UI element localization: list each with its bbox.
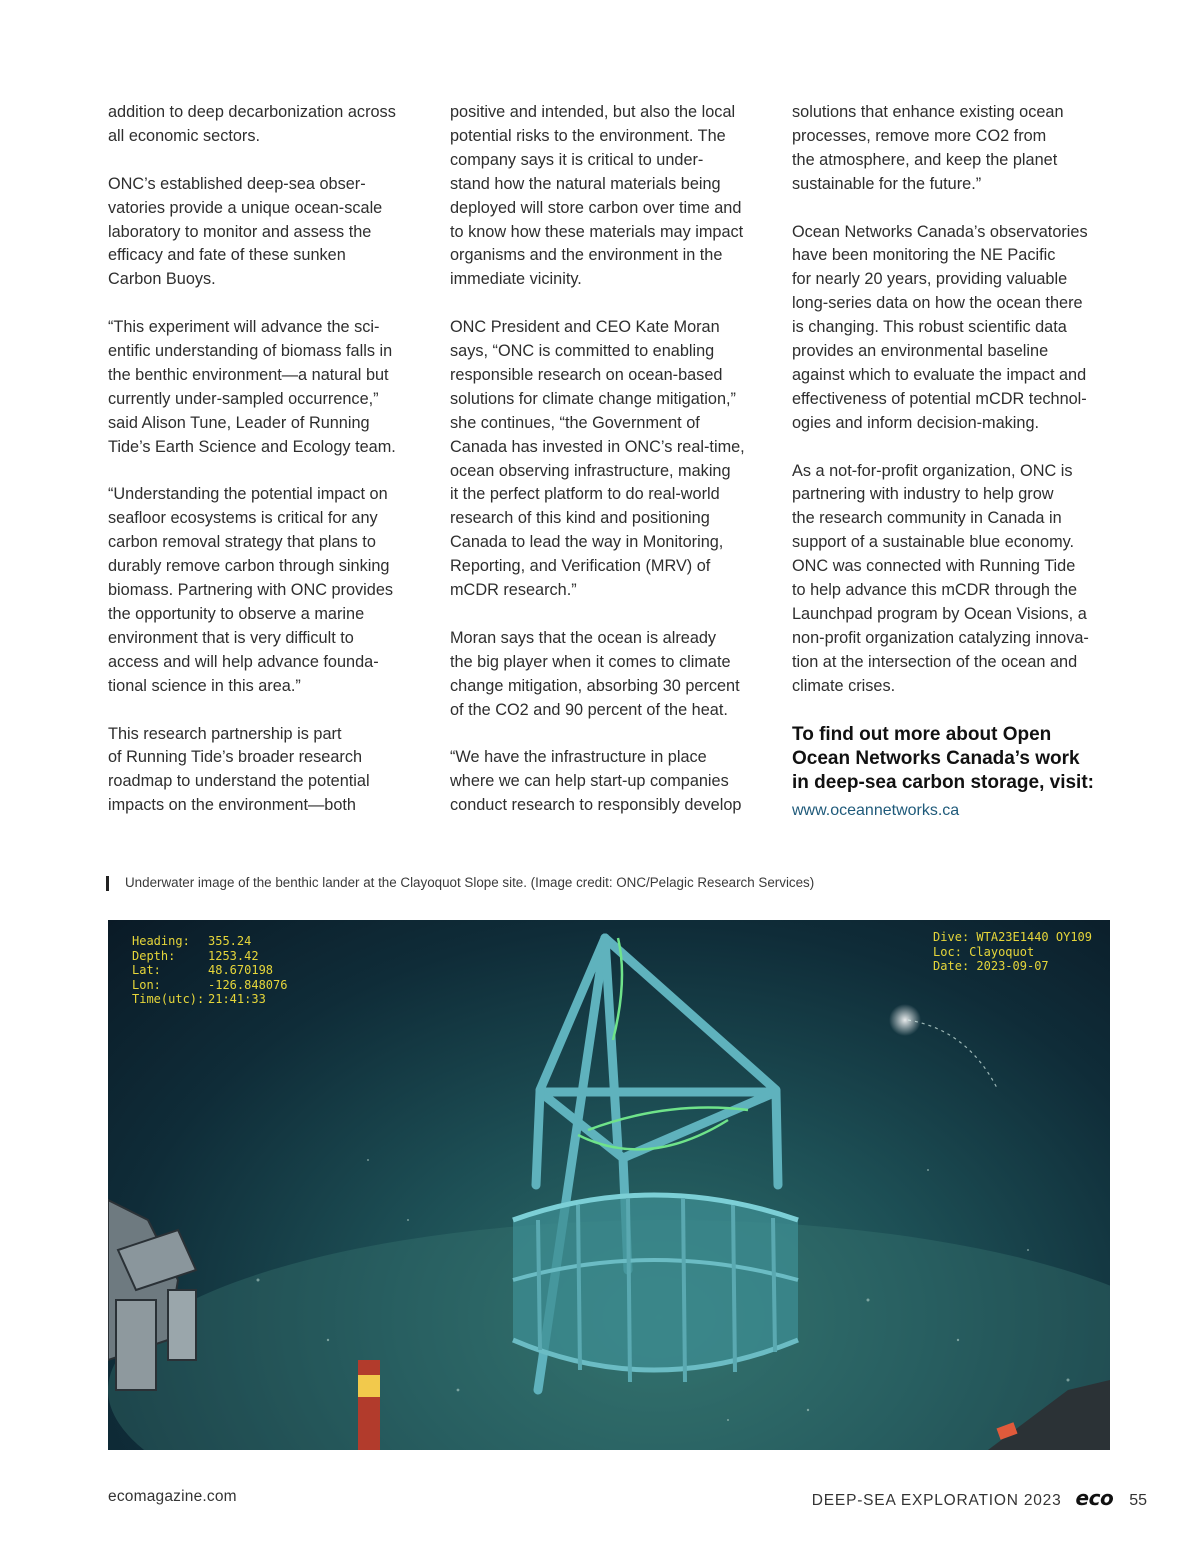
telemetry-row: Time(utc): 21:41:33 — [132, 992, 266, 1006]
photo-caption: Underwater image of the benthic lander at the Clayoquot Slope site. (Image credit: ONC/Pelagic Research Services) — [125, 875, 815, 890]
dive-info-overlay — [933, 930, 1092, 974]
telemetry-row: Lon: -126.848076 — [132, 977, 288, 992]
paragraph: This research partnership is part of Running Tide’s broader research roadmap to understand the potential impacts on the environment—both — [108, 724, 370, 815]
bioluminescent-organism — [889, 1004, 921, 1036]
paragraph: ONC’s established deep-sea obser- vatories provide a unique ocean-scale laboratory to monitor and assess the efficacy and fate of these sunken Carbon Buoys. — [108, 174, 383, 289]
telemetry-row: Depth: 1253.42 — [132, 948, 259, 963]
website-link[interactable]: www.oceannetworks.ca — [792, 801, 960, 819]
footer-section — [812, 1486, 1147, 1510]
lander-cage — [513, 1195, 798, 1382]
caption-marker — [106, 876, 109, 891]
paragraph: Moran says that the ocean is already the big player when it comes to climate change mitigation, absorbing 30 percent of the CO2 and 90 percent of the heat. — [450, 628, 740, 719]
paragraph: “We have the infrastructure in place where we can help start-up companies conduct research to responsibly develop — [450, 748, 742, 815]
eco-logo: eco — [1075, 1486, 1114, 1510]
paragraph: solutions that enhance existing ocean processes, remove more CO2 from the atmosphere, and keep the planet sustainable for the future.” — [792, 103, 1064, 193]
paragraph: positive and intended, but also the local potential risks to the environment. The company says it is critical to under- stand how the natural materials being deployed will store carbon over time and to know how these materials may impact organisms and the environment in the immediate vicinity. — [450, 103, 744, 289]
paragraph: addition to deep decarbonization across all economic sectors. — [108, 103, 396, 145]
text-column-1 — [108, 101, 438, 842]
depth-marker — [358, 1360, 380, 1450]
dive-info-line: Loc: Clayoquot — [933, 944, 1035, 959]
underwater-photo — [108, 920, 1110, 1450]
paragraph: “Understanding the potential impact on seafloor ecosystems is critical for any carbon removal strategy that plans to durably remove carbon through sinking biomass. Partnering with ONC provides the opportunity to observe a marine environment that is very difficult to access and will help advance founda- tional science in this area.” — [108, 485, 394, 695]
text-column-3 — [792, 101, 1122, 823]
paragraph: “This experiment will advance the sci- entific understanding of biomass falls in the benthic environment—a natural but currently under-sampled occurrence,” said Alison Tune, Leader of Running Tide’s Earth Science and Ecology team. — [108, 318, 396, 456]
telemetry-row: Heading: 355.24 — [132, 934, 252, 948]
paragraph: As a not-for-profit organization, ONC is partnering with industry to help grow the research community in Canada in support of a sustainable blue economy. ONC was connected with Running Tide to help advance this mCDR through the Launchpad program by Ocean Visions, a non-profit organization catalyzing innova- tion at the intersection of the ocean and climate crises. — [792, 461, 1089, 695]
dive-info-line: Date: 2023-09-07 — [933, 959, 1049, 973]
text-column-2 — [450, 101, 780, 842]
cta-heading: To find out more about Open Ocean Networks Canada’s work in deep-sea carbon storage, visit: — [792, 723, 1094, 793]
section-title: DEEP-SEA EXPLORATION 2023 — [811, 1492, 1062, 1509]
dive-info-line: Dive: WTA23E1440 OY109 — [933, 930, 1092, 944]
footer-website: ecomagazine.com — [108, 1488, 237, 1505]
telemetry-overlay — [132, 934, 287, 1007]
paragraph: Ocean Networks Canada’s observatories have been monitoring the NE Pacific for nearly 20 years, providing valuable long-series data on how the ocean there is changing. This robust scientific data provides an environmental baseline against which to evaluate the impact and effectiveness of potential mCDR technol- ogies and inform decision-making. — [792, 222, 1088, 432]
telemetry-row: Lat: 48.670198 — [132, 963, 274, 977]
paragraph: ONC President and CEO Kate Moran says, “ONC is committed to enabling responsible research on ocean-based solutions for climate change mitigation,” she continues, “the Government of Canada has invested in ONC’s real-time, ocean observing infrastructure, making it the perfect platform to do real-world research of this kind and positioning Canada to lead the way in Monitoring, Reporting, and Verification (MRV) of mCDR research.” — [450, 318, 745, 600]
page-number: 55 — [1129, 1492, 1147, 1509]
